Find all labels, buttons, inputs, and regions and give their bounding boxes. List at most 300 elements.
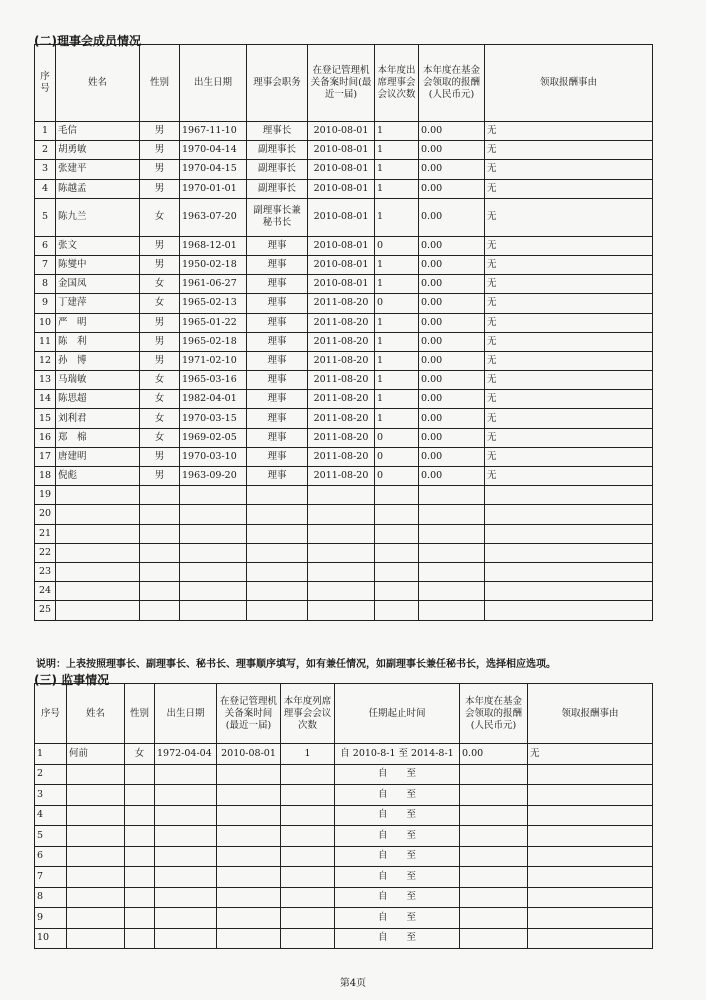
supervisors-table <box>34 683 653 949</box>
cell-record-date <box>308 601 375 620</box>
supervisor-header-row <box>35 684 653 744</box>
cell-meeting-count: 1 <box>375 390 419 409</box>
table-row <box>35 744 653 765</box>
cell-birth: 1970-01-01 <box>180 179 247 198</box>
cell-pay-reason <box>485 543 653 562</box>
cell-no: 10 <box>35 313 56 332</box>
cell-record-date: 2011-08-20 <box>308 371 375 390</box>
cell-record-date: 2011-08-20 <box>308 428 375 447</box>
cell-role: 理事 <box>247 332 308 351</box>
cell-sex <box>140 505 180 524</box>
cell-pay-reason: 无 <box>485 236 653 255</box>
table-row <box>35 275 653 294</box>
cell-role <box>247 505 308 524</box>
cell-pay <box>460 785 528 806</box>
cell-name: 唐建明 <box>56 447 140 466</box>
cell-pay-reason <box>528 805 653 826</box>
table-row <box>35 867 653 888</box>
cell-pay: 0.00 <box>419 390 485 409</box>
table-row <box>35 409 653 428</box>
cell-sex <box>140 543 180 562</box>
table-row <box>35 351 653 370</box>
cell-no: 4 <box>35 805 67 826</box>
cell-sex <box>140 601 180 620</box>
cell-name <box>67 928 125 949</box>
cell-name: 陈越孟 <box>56 179 140 198</box>
cell-sex: 男 <box>140 179 180 198</box>
cell-term: 自 至 <box>335 887 460 908</box>
cell-meeting-count: 1 <box>375 371 419 390</box>
cell-meeting-count: 1 <box>375 255 419 274</box>
cell-no: 3 <box>35 785 67 806</box>
cell-term: 自 至 <box>335 805 460 826</box>
cell-birth: 1961-06-27 <box>180 275 247 294</box>
cell-record-date <box>217 867 281 888</box>
cell-no: 23 <box>35 562 56 581</box>
cell-meeting-count <box>281 764 335 785</box>
cell-pay: 0.00 <box>419 294 485 313</box>
cell-pay: 0.00 <box>419 467 485 486</box>
cell-birth <box>180 543 247 562</box>
cell-role: 理事 <box>247 371 308 390</box>
cell-no: 8 <box>35 275 56 294</box>
cell-birth: 1963-09-20 <box>180 467 247 486</box>
cell-pay-reason <box>485 562 653 581</box>
cell-meeting-count: 1 <box>375 160 419 179</box>
cell-pay-reason: 无 <box>485 409 653 428</box>
cell-name: 刘利君 <box>56 409 140 428</box>
cell-term: 自 至 <box>335 846 460 867</box>
table-row <box>35 198 653 236</box>
cell-term: 自 至 <box>335 867 460 888</box>
sup-header-record-date: 在登记管理机关备案时间(最近一届) <box>217 684 281 744</box>
cell-role: 理事 <box>247 447 308 466</box>
table-row <box>35 428 653 447</box>
cell-birth <box>155 764 217 785</box>
cell-pay: 0.00 <box>419 428 485 447</box>
table-row <box>35 805 653 826</box>
sup-header-sex: 性别 <box>125 684 155 744</box>
cell-name <box>56 543 140 562</box>
cell-pay: 0.00 <box>460 744 528 765</box>
cell-pay-reason: 无 <box>528 744 653 765</box>
cell-record-date: 2011-08-20 <box>308 409 375 428</box>
cell-name <box>56 562 140 581</box>
cell-no: 19 <box>35 486 56 505</box>
cell-sex: 女 <box>140 371 180 390</box>
cell-birth: 1970-04-15 <box>180 160 247 179</box>
cell-term: 自 至 <box>335 764 460 785</box>
cell-sex: 男 <box>140 255 180 274</box>
cell-sex <box>125 867 155 888</box>
cell-name <box>56 505 140 524</box>
cell-meeting-count <box>281 785 335 806</box>
table-row <box>35 179 653 198</box>
cell-record-date <box>217 887 281 908</box>
sup-header-no: 序号 <box>35 684 67 744</box>
cell-birth <box>180 562 247 581</box>
cell-pay-reason <box>485 505 653 524</box>
cell-role: 理事 <box>247 255 308 274</box>
cell-birth <box>180 486 247 505</box>
cell-sex <box>140 562 180 581</box>
table-row <box>35 562 653 581</box>
cell-record-date: 2010-08-01 <box>217 744 281 765</box>
cell-pay <box>419 562 485 581</box>
header-name: 姓名 <box>56 45 140 122</box>
cell-sex <box>125 826 155 847</box>
cell-role: 理事 <box>247 351 308 370</box>
cell-sex: 男 <box>140 160 180 179</box>
table-row <box>35 390 653 409</box>
cell-pay <box>460 826 528 847</box>
header-meeting-count: 本年度出席理事会会议次数 <box>375 45 419 122</box>
sup-header-meeting-count: 本年度列席理事会会议次数 <box>281 684 335 744</box>
cell-name <box>67 908 125 929</box>
supervisor-section-title: (三) 监事情况 <box>34 673 110 687</box>
cell-term: 自 至 <box>335 826 460 847</box>
sup-header-term: 任期起止时间 <box>335 684 460 744</box>
cell-no: 25 <box>35 601 56 620</box>
cell-role: 理事 <box>247 409 308 428</box>
cell-pay-reason: 无 <box>485 198 653 236</box>
table-row <box>35 447 653 466</box>
cell-no: 2 <box>35 141 56 160</box>
cell-role: 理事 <box>247 390 308 409</box>
cell-sex: 女 <box>140 390 180 409</box>
cell-meeting-count: 1 <box>375 313 419 332</box>
cell-pay <box>419 486 485 505</box>
cell-no: 10 <box>35 928 67 949</box>
cell-pay: 0.00 <box>419 179 485 198</box>
cell-term: 自 至 <box>335 908 460 929</box>
table-row <box>35 908 653 929</box>
cell-no: 17 <box>35 447 56 466</box>
cell-role: 理事 <box>247 275 308 294</box>
cell-pay-reason: 无 <box>485 467 653 486</box>
cell-no: 6 <box>35 236 56 255</box>
cell-sex: 女 <box>125 744 155 765</box>
cell-birth <box>155 805 217 826</box>
board-header-row <box>35 45 653 122</box>
cell-birth: 1965-03-16 <box>180 371 247 390</box>
cell-record-date <box>308 562 375 581</box>
cell-birth: 1963-07-20 <box>180 198 247 236</box>
cell-record-date <box>308 486 375 505</box>
cell-pay-reason: 无 <box>485 371 653 390</box>
cell-pay <box>419 524 485 543</box>
cell-pay-reason <box>485 486 653 505</box>
table-row <box>35 122 653 141</box>
cell-meeting-count <box>281 887 335 908</box>
cell-pay-reason: 无 <box>485 122 653 141</box>
cell-no: 11 <box>35 332 56 351</box>
cell-name <box>67 764 125 785</box>
cell-record-date <box>217 805 281 826</box>
cell-record-date <box>217 764 281 785</box>
table-row <box>35 141 653 160</box>
cell-birth: 1971-02-10 <box>180 351 247 370</box>
cell-birth <box>155 887 217 908</box>
cell-meeting-count <box>375 543 419 562</box>
cell-role: 副理事长 <box>247 141 308 160</box>
cell-record-date: 2010-08-01 <box>308 122 375 141</box>
cell-no: 13 <box>35 371 56 390</box>
cell-name: 陈燮中 <box>56 255 140 274</box>
cell-name: 毛信 <box>56 122 140 141</box>
cell-no: 7 <box>35 867 67 888</box>
cell-birth <box>155 908 217 929</box>
table-row <box>35 467 653 486</box>
table-row <box>35 764 653 785</box>
cell-birth: 1965-01-22 <box>180 313 247 332</box>
cell-sex <box>125 908 155 929</box>
cell-birth: 1970-03-15 <box>180 409 247 428</box>
cell-sex: 男 <box>140 313 180 332</box>
cell-record-date <box>308 524 375 543</box>
header-no: 序号 <box>35 45 56 122</box>
cell-sex: 女 <box>140 198 180 236</box>
cell-record-date: 2011-08-20 <box>308 313 375 332</box>
cell-birth: 1982-04-01 <box>180 390 247 409</box>
cell-birth <box>155 785 217 806</box>
cell-no: 4 <box>35 179 56 198</box>
cell-name <box>56 486 140 505</box>
cell-no: 1 <box>35 744 67 765</box>
cell-meeting-count: 1 <box>375 332 419 351</box>
cell-no: 24 <box>35 582 56 601</box>
cell-pay <box>419 582 485 601</box>
cell-pay-reason <box>528 764 653 785</box>
cell-record-date: 2011-08-20 <box>308 467 375 486</box>
cell-birth <box>155 928 217 949</box>
cell-no: 9 <box>35 294 56 313</box>
cell-name: 丁建萍 <box>56 294 140 313</box>
cell-no: 8 <box>35 887 67 908</box>
page-number: 第4页 <box>339 978 367 989</box>
cell-meeting-count: 1 <box>375 198 419 236</box>
cell-no: 5 <box>35 826 67 847</box>
cell-pay <box>460 928 528 949</box>
cell-name: 孙 博 <box>56 351 140 370</box>
cell-record-date: 2011-08-20 <box>308 447 375 466</box>
board-section-title: (二)理事会成员情况 <box>34 34 141 48</box>
cell-name: 陈思超 <box>56 390 140 409</box>
cell-meeting-count: 1 <box>375 179 419 198</box>
cell-record-date: 2010-08-01 <box>308 141 375 160</box>
cell-sex: 女 <box>140 409 180 428</box>
cell-pay-reason <box>528 928 653 949</box>
table-row <box>35 160 653 179</box>
cell-record-date: 2010-08-01 <box>308 160 375 179</box>
cell-record-date <box>308 582 375 601</box>
cell-name: 倪彪 <box>56 467 140 486</box>
cell-sex <box>140 582 180 601</box>
cell-pay-reason: 无 <box>485 160 653 179</box>
cell-name: 张文 <box>56 236 140 255</box>
header-birth: 出生日期 <box>180 45 247 122</box>
cell-name: 金国凤 <box>56 275 140 294</box>
table-row <box>35 371 653 390</box>
cell-name: 陈九兰 <box>56 198 140 236</box>
cell-pay <box>460 846 528 867</box>
table-row <box>35 332 653 351</box>
cell-record-date <box>308 543 375 562</box>
cell-term: 自 2010-8-1 至 2014-8-1 <box>335 744 460 765</box>
cell-pay <box>460 887 528 908</box>
cell-record-date <box>217 785 281 806</box>
cell-birth <box>180 601 247 620</box>
cell-birth: 1965-02-18 <box>180 332 247 351</box>
cell-no: 18 <box>35 467 56 486</box>
cell-pay-reason <box>528 887 653 908</box>
cell-sex: 男 <box>140 447 180 466</box>
table-row <box>35 486 653 505</box>
cell-name <box>67 846 125 867</box>
cell-pay-reason: 无 <box>485 313 653 332</box>
cell-meeting-count <box>375 582 419 601</box>
cell-pay <box>419 601 485 620</box>
cell-meeting-count <box>375 562 419 581</box>
header-record-date: 在登记管理机关备案时间(最近一届) <box>308 45 375 122</box>
cell-name <box>56 524 140 543</box>
cell-pay: 0.00 <box>419 371 485 390</box>
cell-sex <box>140 486 180 505</box>
cell-pay <box>419 505 485 524</box>
cell-record-date <box>217 928 281 949</box>
cell-pay: 0.00 <box>419 198 485 236</box>
table-row <box>35 505 653 524</box>
cell-record-date: 2010-08-01 <box>308 255 375 274</box>
cell-pay: 0.00 <box>419 255 485 274</box>
table-row <box>35 524 653 543</box>
cell-pay <box>460 867 528 888</box>
table-row <box>35 582 653 601</box>
cell-birth: 1972-04-04 <box>155 744 217 765</box>
cell-pay <box>460 805 528 826</box>
cell-sex: 男 <box>140 332 180 351</box>
cell-pay-reason <box>528 826 653 847</box>
cell-pay-reason: 无 <box>485 255 653 274</box>
header-pay: 本年度在基金会领取的报酬(人民币元) <box>419 45 485 122</box>
cell-term: 自 至 <box>335 928 460 949</box>
cell-meeting-count <box>375 505 419 524</box>
table-row <box>35 294 653 313</box>
cell-sex: 男 <box>140 351 180 370</box>
cell-role <box>247 486 308 505</box>
cell-meeting-count: 1 <box>375 409 419 428</box>
cell-birth <box>155 846 217 867</box>
cell-sex <box>125 887 155 908</box>
cell-record-date: 2011-08-20 <box>308 332 375 351</box>
table-row <box>35 785 653 806</box>
cell-pay: 0.00 <box>419 409 485 428</box>
cell-name: 马瑞敏 <box>56 371 140 390</box>
cell-no: 2 <box>35 764 67 785</box>
cell-meeting-count: 1 <box>375 141 419 160</box>
table-row <box>35 887 653 908</box>
cell-meeting-count <box>281 928 335 949</box>
table-row <box>35 313 653 332</box>
cell-role <box>247 524 308 543</box>
cell-no: 3 <box>35 160 56 179</box>
header-sex: 性别 <box>140 45 180 122</box>
cell-name <box>56 601 140 620</box>
cell-pay-reason <box>485 524 653 543</box>
cell-meeting-count: 1 <box>375 351 419 370</box>
cell-no: 16 <box>35 428 56 447</box>
cell-birth <box>180 524 247 543</box>
table-row <box>35 928 653 949</box>
header-pay-reason: 领取报酬事由 <box>485 45 653 122</box>
cell-meeting-count: 0 <box>375 428 419 447</box>
cell-no: 20 <box>35 505 56 524</box>
cell-record-date <box>217 826 281 847</box>
cell-birth: 1970-03-10 <box>180 447 247 466</box>
cell-birth: 1965-02-13 <box>180 294 247 313</box>
table-row <box>35 236 653 255</box>
cell-role: 副理事长 <box>247 179 308 198</box>
cell-sex <box>140 524 180 543</box>
cell-pay-reason <box>528 908 653 929</box>
cell-sex <box>125 764 155 785</box>
cell-birth <box>155 826 217 847</box>
cell-birth <box>180 505 247 524</box>
cell-no: 5 <box>35 198 56 236</box>
cell-pay: 0.00 <box>419 275 485 294</box>
cell-birth: 1969-02-05 <box>180 428 247 447</box>
cell-meeting-count <box>281 846 335 867</box>
cell-name: 胡勇敏 <box>56 141 140 160</box>
cell-pay-reason: 无 <box>485 332 653 351</box>
cell-role: 理事 <box>247 294 308 313</box>
cell-pay-reason <box>528 785 653 806</box>
cell-pay: 0.00 <box>419 351 485 370</box>
table-row <box>35 601 653 620</box>
cell-role: 副理事长兼秘书长 <box>247 198 308 236</box>
cell-name <box>67 805 125 826</box>
cell-pay-reason <box>485 582 653 601</box>
cell-pay <box>460 764 528 785</box>
cell-meeting-count: 0 <box>375 294 419 313</box>
header-role: 理事会职务 <box>247 45 308 122</box>
cell-birth: 1970-04-14 <box>180 141 247 160</box>
cell-pay-reason: 无 <box>485 390 653 409</box>
cell-pay-reason <box>528 846 653 867</box>
cell-pay: 0.00 <box>419 447 485 466</box>
cell-no: 7 <box>35 255 56 274</box>
cell-meeting-count: 0 <box>375 467 419 486</box>
cell-pay <box>419 543 485 562</box>
cell-name <box>67 887 125 908</box>
cell-name: 郑 棉 <box>56 428 140 447</box>
cell-name <box>67 867 125 888</box>
cell-pay-reason: 无 <box>485 428 653 447</box>
cell-name <box>67 826 125 847</box>
cell-pay <box>460 908 528 929</box>
cell-meeting-count <box>375 524 419 543</box>
cell-meeting-count <box>281 908 335 929</box>
cell-sex: 男 <box>140 236 180 255</box>
table-row <box>35 846 653 867</box>
cell-pay: 0.00 <box>419 160 485 179</box>
cell-pay-reason: 无 <box>485 351 653 370</box>
cell-record-date: 2010-08-01 <box>308 198 375 236</box>
cell-no: 22 <box>35 543 56 562</box>
cell-role <box>247 601 308 620</box>
cell-meeting-count: 1 <box>375 122 419 141</box>
cell-pay-reason <box>528 867 653 888</box>
